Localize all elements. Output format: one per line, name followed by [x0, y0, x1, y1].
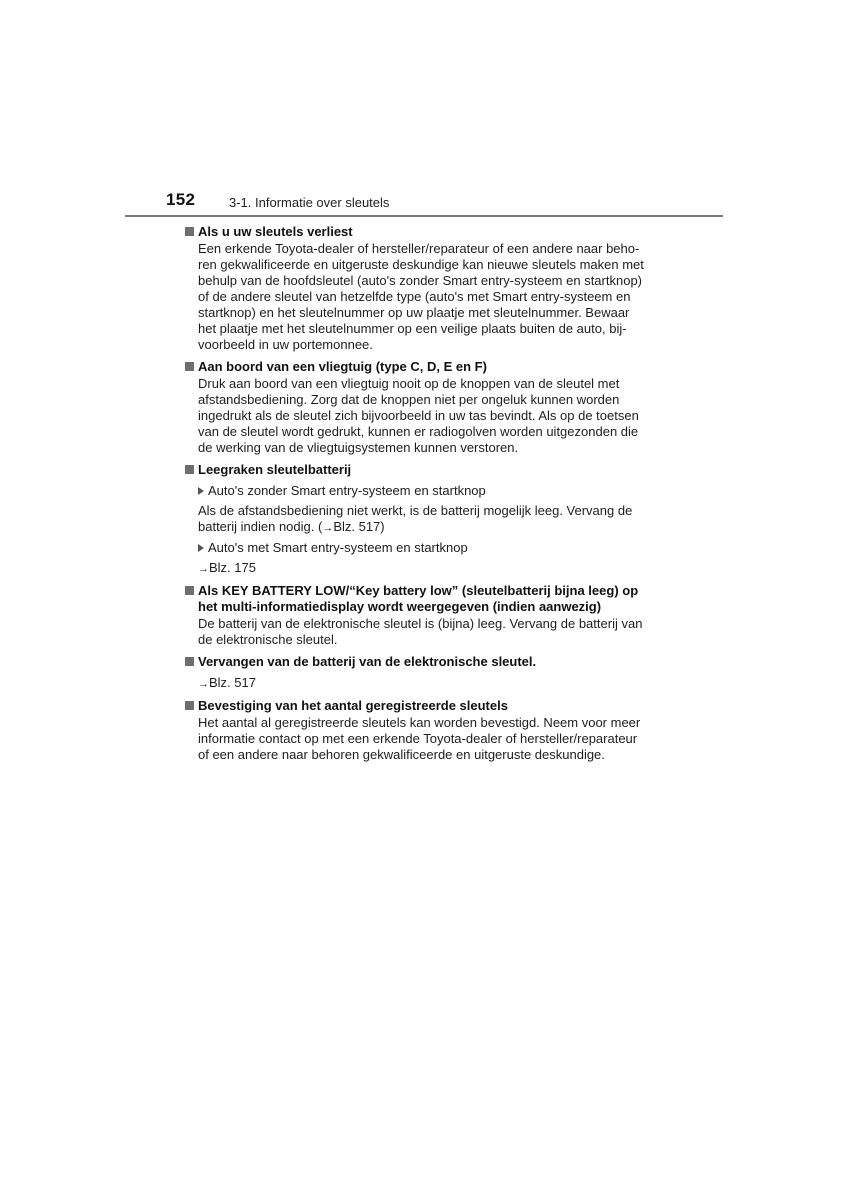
- text-line: [198, 519, 661, 536]
- section-body: [198, 715, 661, 763]
- subheading-without-smart-entry: [198, 483, 661, 499]
- heading-text: Als KEY BATTERY LOW/“Key battery low” (sleutelbatterij bijna leeg) op: [198, 583, 639, 598]
- arrow-right-icon: →: [198, 678, 209, 690]
- square-bullet-icon: [185, 465, 194, 474]
- text-fragment: batterij indien nodig. (: [198, 519, 323, 534]
- section-heading: [185, 462, 661, 478]
- reference-line: [198, 560, 661, 577]
- text-line: afstandsbediening. Zorg dat de knoppen niet per ongeluk kunnen worden: [198, 392, 620, 407]
- text-line: Druk aan boord van een vliegtuig nooit op de knoppen van de sleutel met: [198, 376, 620, 391]
- section-replace-battery: [185, 654, 661, 692]
- text-line: informatie contact op met een erkende Toyota-dealer of hersteller/reparateur: [198, 731, 638, 746]
- heading-text: Vervangen van de batterij van de elektronische sleutel.: [198, 654, 537, 669]
- reference-line: [198, 675, 661, 692]
- page-reference: Blz. 175: [209, 560, 256, 575]
- text-line: Als de afstandsbediening niet werkt, is de batterij mogelijk leeg. Vervang de: [198, 503, 633, 518]
- text-line: of een andere naar behoren gekwalificeerde en uitgeruste deskundige.: [198, 747, 605, 762]
- heading-text: Bevestiging van het aantal geregistreerde sleutels: [198, 698, 508, 713]
- subheading-with-smart-entry: [198, 540, 661, 556]
- page-content: [185, 224, 661, 763]
- text-line: voorbeeld in uw portemonnee.: [198, 337, 373, 352]
- section-registered-keys: [185, 698, 661, 763]
- page-number: 152: [166, 190, 196, 209]
- section-heading: [185, 698, 661, 714]
- text-line: behulp van de hoofdsleutel (auto's zonder Smart entry-systeem en startknop): [198, 273, 642, 288]
- section-heading: [185, 583, 661, 615]
- square-bullet-icon: [185, 586, 194, 595]
- text-line: Het aantal al geregistreerde sleutels kan worden bevestigd. Neem voor meer: [198, 715, 641, 730]
- section-heading: [185, 654, 661, 670]
- heading-text: Leegraken sleutelbatterij: [198, 462, 352, 477]
- section-airplane: [185, 359, 661, 456]
- section-heading: [185, 359, 661, 375]
- square-bullet-icon: [185, 227, 194, 236]
- text-line: van de sleutel wordt gedrukt, kunnen er radiogolven worden uitgezonden die: [198, 424, 639, 439]
- triangle-bullet-icon: [198, 544, 204, 552]
- text-line: Een erkende Toyota-dealer of hersteller/reparateur of een andere naar beho-: [198, 241, 640, 256]
- arrow-right-icon: →: [198, 563, 209, 575]
- square-bullet-icon: [185, 362, 194, 371]
- section-battery-depletion: [185, 462, 661, 577]
- text-line: De batterij van de elektronische sleutel is (bijna) leeg. Vervang de batterij van: [198, 616, 643, 631]
- heading-text: Als u uw sleutels verliest: [198, 224, 353, 239]
- square-bullet-icon: [185, 701, 194, 710]
- arrow-right-icon: →: [322, 522, 334, 534]
- section-body: [198, 503, 661, 536]
- subheading-text: Auto's zonder Smart entry-systeem en startknop: [208, 483, 486, 498]
- section-body: [198, 376, 661, 456]
- section-body: [198, 616, 661, 648]
- section-lost-keys: [185, 224, 661, 353]
- text-line: ren gekwalificeerde en uitgeruste deskundige kan nieuwe sleutels maken met: [198, 257, 644, 272]
- text-line: de elektronische sleutel.: [198, 632, 338, 647]
- heading-text: het multi-informatiedisplay wordt weergegeven (indien aanwezig): [198, 599, 602, 614]
- section-body: [198, 241, 661, 353]
- text-line: of de andere sleutel van hetzelfde type (auto's met Smart entry-systeem en: [198, 289, 631, 304]
- page-reference: Blz. 517): [333, 519, 385, 534]
- header-divider: [125, 215, 723, 217]
- page-header: [0, 186, 848, 222]
- triangle-bullet-icon: [198, 487, 204, 495]
- text-line: startknop) en het sleutelnummer op uw plaatje met sleutelnummer. Bewaar: [198, 305, 630, 320]
- section-heading: [185, 224, 661, 240]
- text-line: het plaatje met het sleutelnummer op een veilige plaats buiten de auto, bij-: [198, 321, 627, 336]
- section-title: 3-1. Informatie over sleutels: [229, 195, 390, 210]
- page-reference: Blz. 517: [209, 675, 256, 690]
- section-key-battery-low: [185, 583, 661, 648]
- text-line: de werking van de vliegtuigsystemen kunnen verstoren.: [198, 440, 519, 455]
- subheading-text: Auto's met Smart entry-systeem en startknop: [208, 540, 468, 555]
- square-bullet-icon: [185, 657, 194, 666]
- text-line: ingedrukt als de sleutel zich bijvoorbeeld in uw tas bevindt. Als op de toetsen: [198, 408, 639, 423]
- heading-text: Aan boord van een vliegtuig (type C, D, E en F): [198, 359, 487, 374]
